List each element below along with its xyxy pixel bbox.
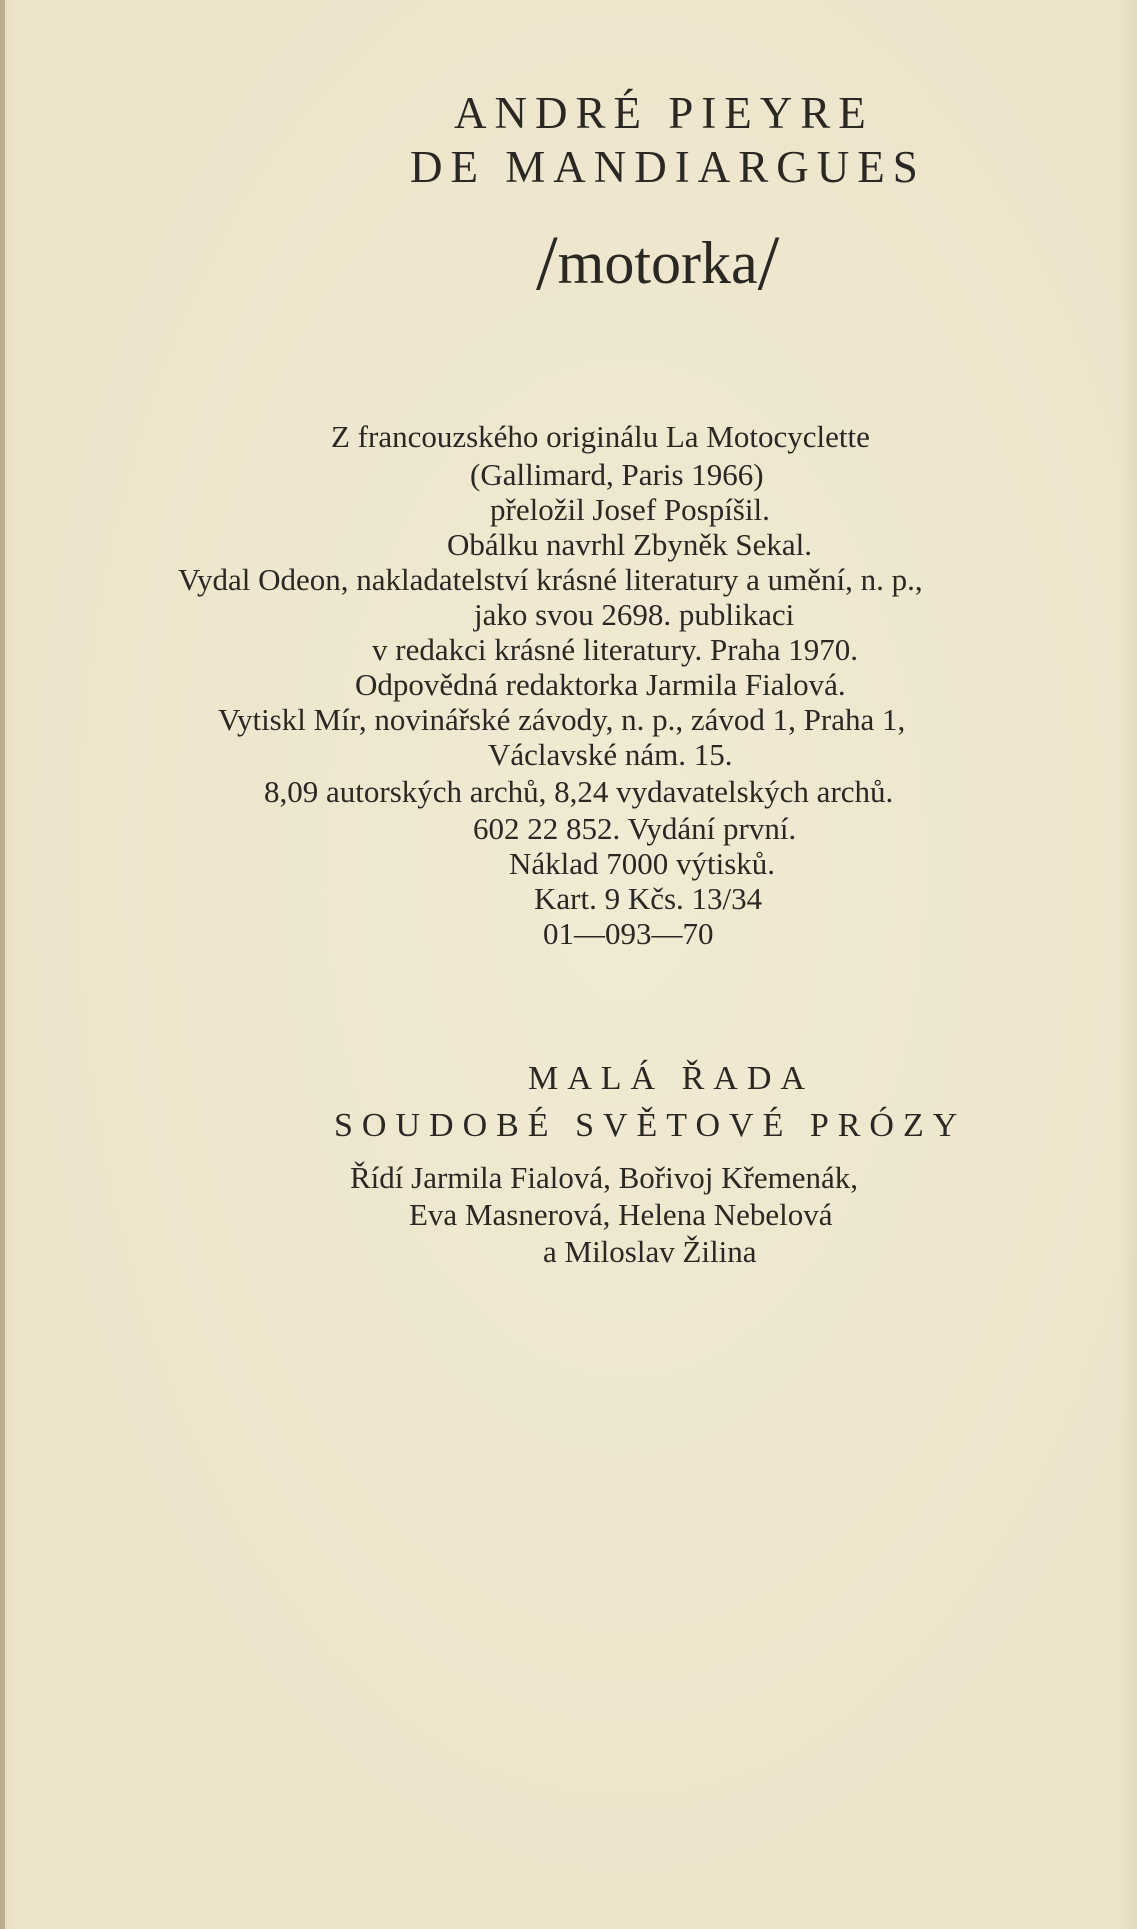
colophon-line: Kart. 9 Kčs. 13/34 [534,881,763,916]
colophon-line: Obálku navrhl Zbyněk Sekal. [447,527,813,562]
title-text: motorka [557,230,758,296]
colophon-line: Z francouzského originálu La Motocyclette [331,419,870,454]
book-title [536,219,780,306]
colophon-line: Odpovědná redaktorka Jarmila Fialová. [355,667,846,702]
colophon-line: 8,09 autorských archů, 8,24 vydavatelských archů. [264,774,894,809]
colophon-line: 602 22 852. Vydání první. [473,811,797,846]
series-title-line-2: SOUDOBÉ SVĚTOVÉ PRÓZY [334,1107,967,1144]
colophon-line: (Gallimard, Paris 1966) [470,457,764,492]
editors-line: a Miloslav Žilina [543,1234,757,1269]
colophon-line: 01—093—70 [543,916,714,951]
colophon-line: Vytiskl Mír, novinářské závody, n. p., závod 1, Praha 1, [218,702,906,737]
editors-line: Eva Masnerová, Helena Nebelová [409,1197,833,1232]
page-spine-edge [0,0,5,1929]
colophon-line: Vydal Odeon, nakladatelství krásné literatury a umění, n. p., [178,562,923,597]
series-title-line-1: MALÁ ŘADA [528,1060,814,1097]
colophon-line: v redakci krásné literatury. Praha 1970. [372,632,859,667]
colophon-line: Náklad 7000 výtisků. [509,846,776,881]
editors-line: Řídí Jarmila Fialová, Bořivoj Křemenák, [350,1160,858,1195]
title-slash-left: / [536,219,558,306]
colophon-line: přeložil Josef Pospíšil. [490,492,770,527]
author-name-line-2: DE MANDIARGUES [410,142,926,192]
author-name-line-1: ANDRÉ PIEYRE [454,88,874,138]
title-slash-right: / [757,219,780,306]
colophon-line: jako svou 2698. publikaci [474,597,795,632]
colophon-line: Václavské nám. 15. [488,737,733,772]
